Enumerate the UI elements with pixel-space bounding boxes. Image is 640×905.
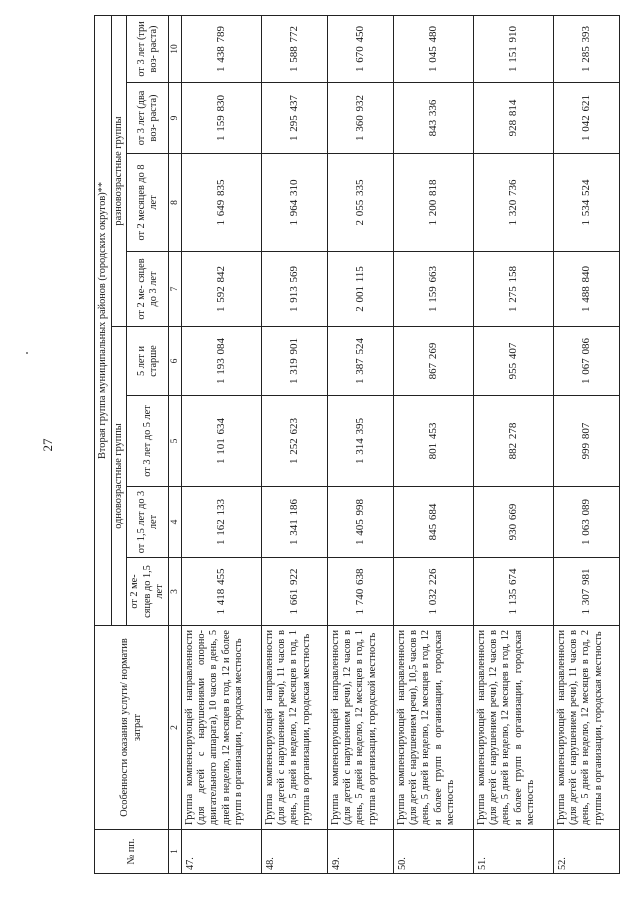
cost-value: 1 320 736 [474,154,554,252]
cost-value: 1 162 133 [182,487,262,558]
column-index: 3 [169,558,182,626]
cost-value: 1 405 998 [328,487,394,558]
header-mixed-age: разновозрастные группы [112,15,127,326]
row-number: 50. [394,830,474,874]
cost-value: 1 360 932 [328,83,394,154]
row-description: Группа компенсирующей направленности (для детей с нарушением речи), 12 часов в день, 5 дней в неделю, 12 месяцев в год, 1 группа в организации, городской местность [328,626,394,830]
column-index: 5 [169,396,182,487]
column-index: 6 [169,327,182,396]
table-row [328,15,394,873]
column-index: 2 [169,626,182,830]
cost-value: 2 055 335 [328,154,394,252]
cost-value: 1 534 524 [554,154,620,252]
cost-value: 1 135 674 [474,558,554,626]
cost-value: 1 913 569 [262,252,328,327]
column-index: 1 [169,830,182,874]
header-col: 5 лет и старше [127,327,169,396]
cost-value: 1 307 981 [554,558,620,626]
cost-value: 1 151 910 [474,15,554,82]
row-description: Группа компенсирующей направленности (для детей с нарушением речи), 12 часов в день, 5 дней в неделю, 12 месяцев в год, 12 и более групп в организации, городская местность [474,626,554,830]
cost-value: 1 964 310 [262,154,328,252]
table-row [182,15,262,873]
column-index: 9 [169,83,182,154]
cost-value: 1 649 835 [182,154,262,252]
cost-value: 1 063 089 [554,487,620,558]
cost-value: 1 740 638 [328,558,394,626]
row-number: 52. [554,830,620,874]
cost-value: 1 193 084 [182,327,262,396]
header-col: от 2 ме- сяцев до 3 лет [127,252,169,327]
cost-value: 1 438 789 [182,15,262,82]
table-row [262,15,328,873]
scan-speck [26,352,28,354]
row-description: Группа компенсирующей направленности (для детей с нарушением речи), 11 часов в день, 5 дней в неделю, 12 месяцев в год, 2 группы в организации, городская местность [554,626,620,830]
cost-value: 1 314 395 [328,396,394,487]
cost-value: 1 200 818 [394,154,474,252]
cost-value: 928 814 [474,83,554,154]
header-group-title: Вторая группа муниципальных районов (городских округов)** [95,15,112,625]
cost-value: 930 669 [474,487,554,558]
cost-value: 867 269 [394,327,474,396]
cost-value: 1 032 226 [394,558,474,626]
table-row [554,15,620,873]
cost-value: 1 319 901 [262,327,328,396]
rotated-table-container [94,16,618,874]
cost-value: 1 159 663 [394,252,474,327]
row-number: 47. [182,830,262,874]
cost-value: 1 285 393 [554,15,620,82]
row-number: 51. [474,830,554,874]
table-row [394,15,474,873]
cost-value: 1 101 634 [182,396,262,487]
cost-value: 955 407 [474,327,554,396]
header-col: от 2 ме- сяцев до 1,5 лет [127,558,169,626]
page-number: 27 [40,438,55,452]
cost-value: 1 275 158 [474,252,554,327]
row-description: Группа компенсирующей направленности (для детей с нарушениями опорно-двигательного аппарата), 10 часов в день, 5 дней в неделю, 12 месяцев в год, 12 и более групп в организации, городская местность [182,626,262,830]
column-index-row [169,15,182,873]
row-number: 49. [328,830,394,874]
header-col: от 3 лет (три воз- раста) [127,15,169,82]
column-index: 4 [169,487,182,558]
header-num: № пп. [95,830,169,874]
row-description: Группа компенсирующей направленности (для детей с нарушением речи), 10,5 часов в день, 5 дней в неделю, 12 месяцев в год, 12 и более групп в организации, городская местность [394,626,474,830]
cost-value: 1 295 437 [262,83,328,154]
cost-value: 1 670 450 [328,15,394,82]
cost-value: 843 336 [394,83,474,154]
cost-value: 882 278 [474,396,554,487]
header-single-age: одновозрастные группы [112,327,127,626]
cost-value: 1 042 621 [554,83,620,154]
cost-value: 2 001 115 [328,252,394,327]
cost-value: 1 067 086 [554,327,620,396]
row-number: 48. [262,830,328,874]
cost-value: 1 488 840 [554,252,620,327]
header-col: от 2 месяцев до 8 лет [127,154,169,252]
cost-value: 1 661 922 [262,558,328,626]
header-col: от 1,5 лет до 3 лет [127,487,169,558]
header-service: Особенности оказания услуги/ норматив затрат [95,626,169,830]
column-index: 8 [169,154,182,252]
cost-value: 1 418 455 [182,558,262,626]
cost-value: 1 045 480 [394,15,474,82]
header-col: от 3 лет до 5 лет [127,396,169,487]
table-row [474,15,554,873]
cost-value: 1 159 830 [182,83,262,154]
header-col: от 3 лет (два воз- раста) [127,83,169,154]
cost-value: 999 807 [554,396,620,487]
cost-value: 1 588 772 [262,15,328,82]
cost-value: 845 684 [394,487,474,558]
cost-norms-table [94,15,620,874]
cost-value: 1 252 623 [262,396,328,487]
column-index: 10 [169,15,182,82]
cost-value: 1 387 524 [328,327,394,396]
column-index: 7 [169,252,182,327]
cost-value: 1 592 842 [182,252,262,327]
row-description: Группа компенсирующей направленности (для детей с нарушением речи), 11 часов в день, 5 дней в неделю, 12 месяцев в год, 1 группа в организации, городская местность [262,626,328,830]
cost-value: 801 453 [394,396,474,487]
cost-value: 1 341 186 [262,487,328,558]
